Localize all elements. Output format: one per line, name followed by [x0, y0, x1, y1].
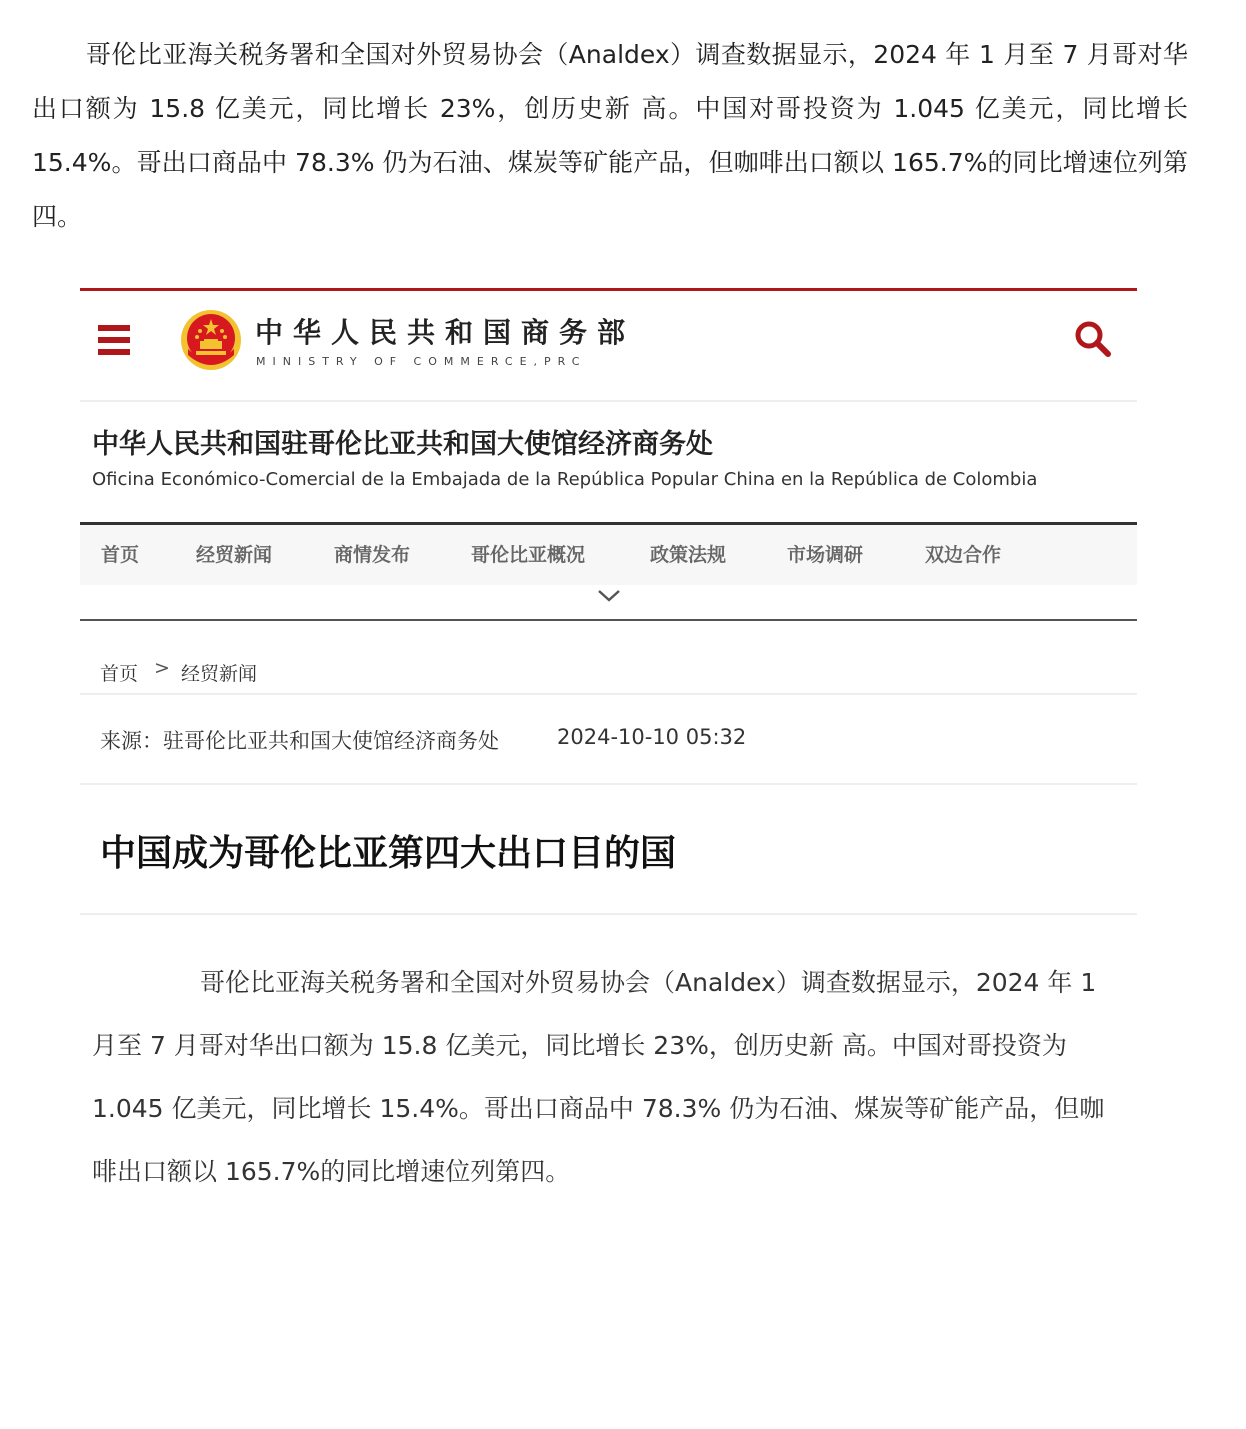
main-nav [80, 525, 1137, 585]
breadcrumb-current[interactable]: 经贸新闻 [181, 663, 258, 685]
nav-item-trade-news[interactable]: 经贸新闻 [196, 544, 273, 566]
breadcrumb [80, 621, 1137, 695]
nav-item-policies[interactable]: 政策法规 [650, 544, 727, 566]
hamburger-menu-icon[interactable] [98, 325, 130, 359]
article-meta [80, 695, 1137, 785]
national-emblem-icon [180, 309, 242, 371]
embassy-banner [80, 402, 1137, 525]
nav-item-home[interactable]: 首页 [101, 544, 140, 566]
embassy-name-cn: 中华人民共和国驻哥伦比亚共和国大使馆经济商务处 [92, 429, 713, 460]
embassy-name-es: Oficina Económico-Comercial de la Embajada de la República Popular China en la República de Colombia [92, 469, 1038, 490]
ministry-logo-cn[interactable]: 中华人民共和国商务部 [255, 316, 636, 349]
article-title-block [80, 785, 1137, 915]
article-title: 中国成为哥伦比亚第四大出口目的国 [100, 833, 677, 874]
nav-item-colombia-overview[interactable]: 哥伦比亚概况 [471, 544, 586, 566]
site-header [80, 291, 1137, 402]
article-date: 2024-10-10 05:32 [557, 725, 747, 749]
nav-expand [80, 585, 1137, 621]
article-body: 哥伦比亚海关税务署和全国对外贸易协会（Analdex）调查数据显示，2024 年 1 月至 7 月哥对华出口额为 15.8 亿美元，同比增长 23%，创历史新 高。中国对哥投资为 1.045 亿美元，同比增长 15.4%。哥出口商品中 78.3% 仍为石油、煤炭等矿能产品，但咖啡出口额以 165.7%的同比增速位列第四。 [92, 968, 1105, 1186]
chevron-down-icon[interactable] [597, 589, 621, 603]
ministry-logo-en: MINISTRY OF COMMERCE,PRC [256, 355, 587, 368]
article-source: 来源：驻哥伦比亚共和国大使馆经济商务处 [100, 729, 499, 753]
nav-item-business-info[interactable]: 商情发布 [334, 544, 411, 566]
screenshot-frame [80, 288, 1137, 1429]
breadcrumb-separator-icon: > [154, 657, 170, 679]
nav-item-bilateral[interactable]: 双边合作 [925, 544, 1002, 566]
nav-item-market-research[interactable]: 市场调研 [787, 544, 864, 566]
search-icon[interactable] [1073, 319, 1113, 359]
breadcrumb-home[interactable]: 首页 [100, 663, 139, 685]
intro-paragraph: 哥伦比亚海关税务署和全国对外贸易协会（Analdex）调查数据显示，2024 年 1 月至 7 月哥对华出口额为 15.8 亿美元，同比增长 23%，创历史新 高。中国对哥投资为 1.045 亿美元，同比增长 15.4%。哥出口商品中 78.3% 仍为石油、煤炭等矿能产品，但咖啡出口额以 165.7%的同比增速位列第四。 [32, 40, 1188, 231]
